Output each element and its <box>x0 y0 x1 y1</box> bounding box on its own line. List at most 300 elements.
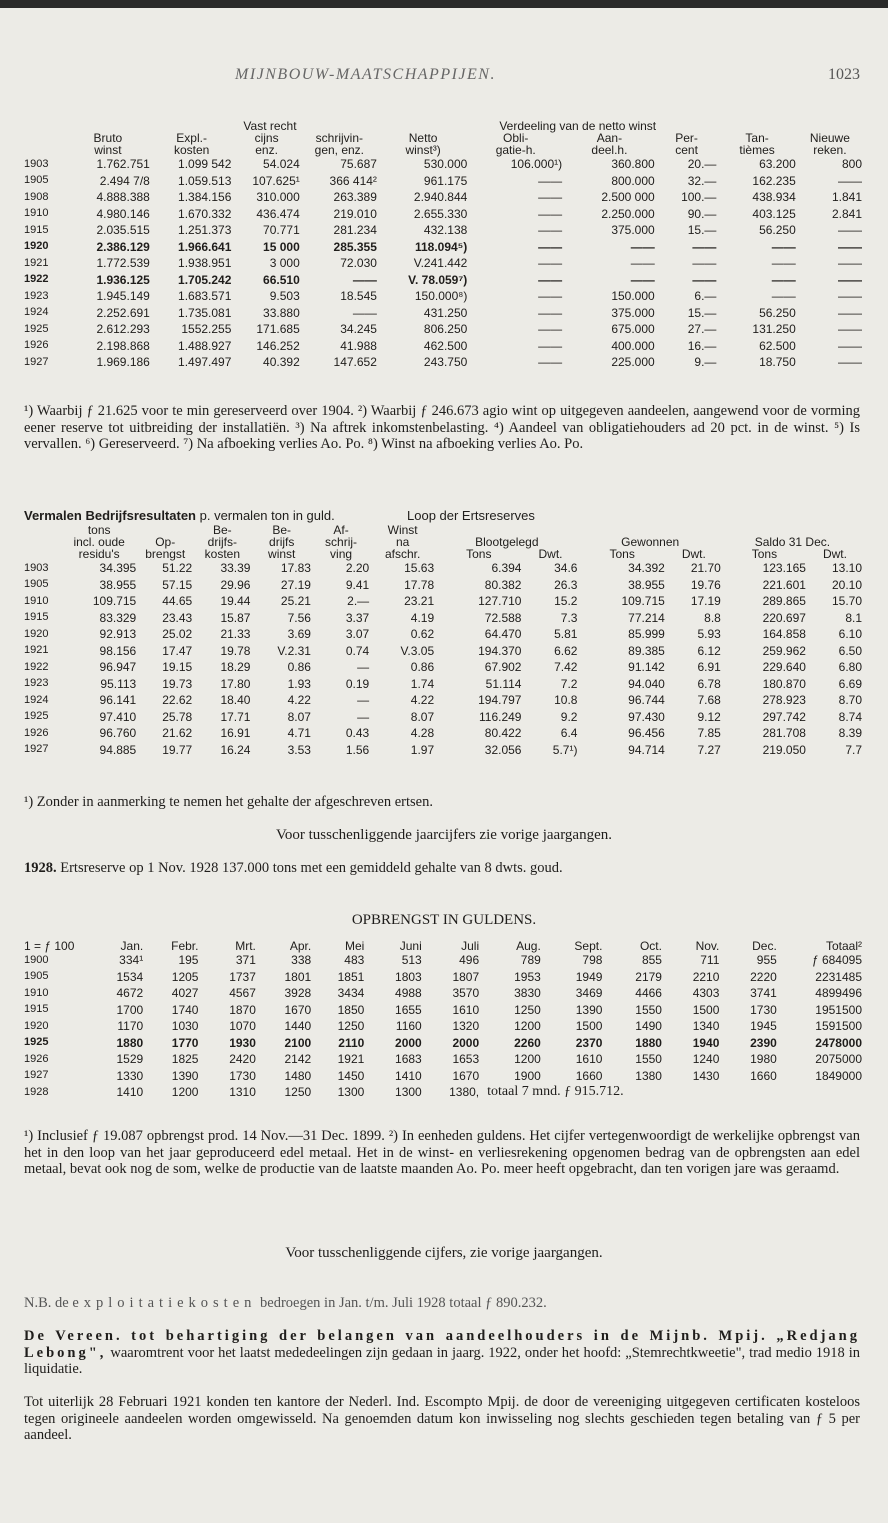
table-cell: V.3.05 <box>400 643 435 658</box>
year-cell: 1915 <box>24 611 49 624</box>
table-cell: 1.670.332 <box>178 206 232 221</box>
column-header: drijfs- <box>207 535 238 549</box>
table-header-row <box>24 120 864 132</box>
table-cell: 263.389 <box>333 190 377 205</box>
table-row <box>24 969 864 986</box>
table-cell: 109.715 <box>621 594 665 609</box>
column-header: Blootgelegd <box>475 535 539 549</box>
table-cell: 162.235 <box>752 173 796 188</box>
table-cell: 2000 <box>452 1035 480 1050</box>
table-row <box>24 610 864 627</box>
table-cell: 5.81 <box>554 627 578 642</box>
table-cell: 10.8 <box>554 693 578 708</box>
year-cell: 1920 <box>24 1019 49 1032</box>
page-number: 1023 <box>828 66 860 83</box>
table-cell: 20.10 <box>831 577 862 592</box>
table-cell: 281.708 <box>762 726 806 741</box>
table-cell: 4.22 <box>287 693 311 708</box>
table-cell: 96.760 <box>99 726 137 741</box>
table-cell: 2179 <box>635 969 662 984</box>
table-cell: 25.78 <box>162 709 193 724</box>
table-cell: 8.39 <box>838 726 862 741</box>
table-cell: 83.329 <box>99 610 137 625</box>
table-cell: 1550 <box>635 1052 662 1067</box>
table-cell: 1.966.641 <box>178 239 232 254</box>
table-cell: 2.500 000 <box>601 190 655 205</box>
table-cell: 711 <box>700 953 720 968</box>
column-header: deel.h. <box>591 143 628 157</box>
table-cell: 1880 <box>635 1035 662 1050</box>
column-header: schrijvin- <box>315 131 363 145</box>
table-cell: 1.936.125 <box>96 272 150 287</box>
table-cell: 400.000 <box>611 338 655 353</box>
table-cell: 4.980.146 <box>96 206 150 221</box>
table-cell: 123.165 <box>762 561 806 576</box>
table-cell: 100.— <box>681 190 717 205</box>
year-cell: 1926 <box>24 1052 49 1065</box>
table-cell: 3469 <box>575 986 603 1001</box>
table-cell: 3.07 <box>345 627 370 642</box>
table-cell: 146.252 <box>256 338 300 353</box>
column-header: Febr. <box>171 939 199 953</box>
table-cell: —— <box>692 256 717 271</box>
table-cell: 15.— <box>687 305 717 320</box>
table-cell: 2142 <box>284 1052 312 1067</box>
year-cell: 1908 <box>24 190 49 203</box>
table-row <box>24 643 864 660</box>
table-cell: 1683 <box>395 1052 422 1067</box>
table-cell: 0.62 <box>410 627 435 642</box>
table-cell: 4672 <box>116 986 144 1001</box>
table-cell: 1170 <box>117 1019 144 1034</box>
column-header: Per- <box>675 131 698 145</box>
year-cell: 1921 <box>24 256 49 269</box>
table-cell: 375.000 <box>611 223 655 238</box>
table-cell: 334¹ <box>119 953 144 968</box>
table-cell: 1480 <box>284 1068 312 1083</box>
table-cell: 1410 <box>116 1085 144 1100</box>
table-row <box>24 676 864 693</box>
table-cell: 9.41 <box>345 577 370 592</box>
column-header: Tan- <box>745 131 769 145</box>
table-cell: 3.53 <box>287 742 311 757</box>
table-cell: 1300 <box>395 1085 422 1100</box>
year-cell: 1920 <box>24 240 49 253</box>
table-cell: 530.000 <box>423 157 468 172</box>
table-cell: 9.2 <box>560 709 578 724</box>
table-cell: 131.250 <box>752 322 796 337</box>
table-row <box>24 593 864 610</box>
table-cell: 3741 <box>750 986 777 1001</box>
table-cell: 1.059.513 <box>178 173 232 188</box>
table-cell: 243.750 <box>423 355 468 370</box>
page-header <box>0 66 888 88</box>
table-cell: 1.488.927 <box>178 338 232 353</box>
table-cell: 118.094⁵) <box>414 239 468 254</box>
table-cell: 4.22 <box>410 693 435 708</box>
table-cell: 127.710 <box>478 594 522 609</box>
table-cell: 1953 <box>514 969 541 984</box>
table-cell: 25.21 <box>280 594 311 609</box>
table-cell: 70.771 <box>263 223 300 238</box>
table-cell: 1534 <box>116 969 144 984</box>
table-row <box>24 626 864 643</box>
table-cell: 6.50 <box>838 643 862 658</box>
table-cell: 4.19 <box>410 610 435 625</box>
table-row <box>24 288 864 305</box>
table-cell: 16.24 <box>220 742 251 757</box>
table-cell: 19.73 <box>162 676 193 691</box>
table-cell: 6.69 <box>838 676 862 691</box>
table-cell: 436.474 <box>256 206 300 221</box>
column-header: residu's <box>78 547 120 561</box>
note-previous-years: Voor tusschenliggende jaarcijfers zie vorige jaargangen. <box>276 827 612 843</box>
table-cell: 19.77 <box>162 742 193 757</box>
column-header-group: Verdeeling van de netto winst <box>499 119 657 133</box>
table-cell: 27.19 <box>280 577 311 592</box>
table-cell: —— <box>538 190 563 205</box>
table-cell: 54.024 <box>263 157 300 172</box>
table-cell: 19.44 <box>220 594 251 609</box>
table-cell: 22.62 <box>162 693 193 708</box>
column-header: tièmes <box>739 143 775 157</box>
table-cell: 51.22 <box>162 561 193 576</box>
table-cell: —— <box>838 173 862 188</box>
table-cell: 15.2 <box>554 594 578 609</box>
table-cell: 72.588 <box>484 610 522 625</box>
table-cell: 3830 <box>514 986 541 1001</box>
table-row <box>24 321 864 338</box>
table-cell: 18.29 <box>220 660 251 675</box>
table-cell: 77.214 <box>628 610 665 625</box>
table-row <box>24 709 864 726</box>
table-cell: 44.65 <box>162 594 193 609</box>
table-cell: ƒ 684095 <box>811 953 862 968</box>
year-cell: 1910 <box>24 986 49 999</box>
table-cell: 4.28 <box>410 726 435 741</box>
table-cell: 371 <box>235 953 256 968</box>
year-cell: 1905 <box>24 970 49 983</box>
table-cell: 1730 <box>229 1068 256 1083</box>
table-cell: 2.841 <box>831 206 862 221</box>
column-header: Sept. <box>574 939 603 953</box>
column-header: Apr. <box>289 939 312 953</box>
table-cell: 0.86 <box>410 660 435 675</box>
year-cell: 1910 <box>24 207 49 220</box>
table-row <box>24 1051 864 1068</box>
table-cell: 95.113 <box>100 676 137 691</box>
table-cell: 798 <box>582 953 603 968</box>
column-header: Af- <box>333 523 349 537</box>
year-cell: 1923 <box>24 289 49 302</box>
year-cell: 1915 <box>24 1003 49 1016</box>
column-header: Be- <box>272 523 292 537</box>
year-cell: 1927 <box>24 743 49 756</box>
table-header-row <box>24 940 864 952</box>
table-cell: 94.714 <box>628 742 665 757</box>
table-cell: 64.470 <box>484 627 522 642</box>
column-header: Dec. <box>752 939 777 953</box>
table-cell: 15.70 <box>831 594 862 609</box>
table-row <box>24 239 864 256</box>
table-cell: 855 <box>641 953 662 968</box>
table-cell: 310.000 <box>256 190 300 205</box>
table-cell: 1380, <box>449 1085 480 1100</box>
column-header: Tons <box>751 547 778 561</box>
table-cell: 2.20 <box>345 561 370 576</box>
table-cell: 1.705.242 <box>178 272 232 287</box>
table-cell: —— <box>630 256 655 271</box>
table-cell: 2390 <box>750 1035 777 1050</box>
table-row <box>24 1002 864 1019</box>
column-header: Saldo 31 Dec. <box>754 535 831 549</box>
column-header: na <box>395 535 410 549</box>
table-header-row <box>24 132 864 144</box>
table-cell: 7.42 <box>554 660 578 675</box>
table-cell: 17.71 <box>220 709 251 724</box>
table-cell: 34.395 <box>99 561 137 576</box>
table-cell: 20.— <box>687 157 717 172</box>
table-cell: 5.93 <box>697 627 721 642</box>
table-cell: —— <box>630 272 655 287</box>
column-header: enz. <box>255 143 278 157</box>
table-cell: 1.735.081 <box>178 305 232 320</box>
table-cell: 2370 <box>575 1035 603 1050</box>
column-header: brengst <box>145 547 186 561</box>
table-cell: 194.797 <box>478 693 522 708</box>
table-cell: 6.91 <box>697 660 721 675</box>
table-cell: —— <box>352 272 377 287</box>
table-cell: 1880 <box>116 1035 144 1050</box>
table-cell: 800 <box>841 157 862 172</box>
table-cell: 1591500 <box>815 1019 862 1034</box>
table-cell: —— <box>838 272 862 287</box>
table-cell: 2.386.129 <box>96 239 150 254</box>
table-cell: 229.640 <box>762 660 806 675</box>
table-header-row <box>24 524 864 536</box>
table-row <box>24 560 864 577</box>
table-cell: 17.47 <box>162 643 193 658</box>
table-cell: 147.652 <box>333 355 377 370</box>
table-cell: 3.37 <box>345 610 370 625</box>
table-cell: 278.923 <box>762 693 806 708</box>
table-cell: 4.888.388 <box>96 190 150 205</box>
table-cell: 2210 <box>692 969 720 984</box>
table-cell: 375.000 <box>611 305 655 320</box>
column-header: Op- <box>155 535 176 549</box>
table-cell: 56.250 <box>759 223 796 238</box>
revenue-table <box>24 940 864 1101</box>
column-header: Mei <box>344 939 365 953</box>
year-cell: 1920 <box>24 627 49 640</box>
table-cell: 34.245 <box>340 322 377 337</box>
table-cell: 1930 <box>229 1035 256 1050</box>
table-cell: 34.6 <box>554 561 578 576</box>
table-cell: 33.39 <box>220 561 251 576</box>
table-row <box>24 206 864 223</box>
table-cell: 1.56 <box>345 742 370 757</box>
table-cell: 7.2 <box>560 676 578 691</box>
table-cell: 1.251.373 <box>178 223 232 238</box>
table-row <box>24 985 864 1002</box>
table-cell: 297.742 <box>762 709 806 724</box>
table-cell: 18.545 <box>340 289 377 304</box>
table-cell: 66.510 <box>263 272 300 287</box>
table-cell: 6.62 <box>554 643 578 658</box>
table-cell: 1320 <box>452 1019 480 1034</box>
table-cell: 96.141 <box>99 693 137 708</box>
table-cell: 1430 <box>692 1068 720 1083</box>
table-cell: 2420 <box>229 1052 256 1067</box>
table-cell: —— <box>838 355 862 370</box>
table-cell: 1670 <box>452 1068 480 1083</box>
column-header: Dwt. <box>822 547 847 561</box>
table-cell: 1310 <box>229 1085 256 1100</box>
table-cell: 3928 <box>284 986 312 1001</box>
table-cell: 1.93 <box>287 676 311 691</box>
table-cell: 18.750 <box>759 355 796 370</box>
profit-distribution-table <box>24 120 864 371</box>
table-row <box>24 692 864 709</box>
table-cell: 7.7 <box>845 742 862 757</box>
table-cell: 3570 <box>452 986 480 1001</box>
table-cell: —— <box>538 305 563 320</box>
table-cell: 438.934 <box>752 190 796 205</box>
table-cell: 1740 <box>171 1002 199 1017</box>
table-cell: 1.762.751 <box>96 157 150 172</box>
column-header: Winst <box>387 523 418 537</box>
table-cell: 1200 <box>171 1085 199 1100</box>
year-cell: 1903 <box>24 157 49 170</box>
column-header: Aug. <box>516 939 541 953</box>
table-cell: 1945 <box>750 1019 777 1034</box>
table-cell: 1849000 <box>815 1068 862 1083</box>
table-cell: 9.— <box>694 355 717 370</box>
table-cell: 6.4 <box>560 726 578 741</box>
running-title: MIJNBOUW-MAATSCHAPPIJEN. <box>235 66 496 83</box>
table-cell: 72.030 <box>340 256 377 271</box>
table-cell: 2.940.844 <box>413 190 468 205</box>
table-cell: 7.56 <box>287 610 311 625</box>
table-cell: 32.— <box>687 173 717 188</box>
table-cell: 91.142 <box>628 660 665 675</box>
table-cell: V.2.31 <box>277 643 311 658</box>
table-cell: 1380 <box>635 1068 662 1083</box>
profit-table <box>24 120 864 371</box>
year-cell: 1925 <box>24 710 49 723</box>
table-cell: 1610 <box>452 1002 480 1017</box>
table-cell: 4303 <box>692 986 720 1001</box>
table-cell: 0.74 <box>345 643 370 658</box>
table-cell: 15.— <box>687 223 717 238</box>
table-cell: 21.33 <box>220 627 251 642</box>
table-cell: 1940 <box>692 1035 720 1050</box>
table-cell: 15 000 <box>263 239 300 254</box>
table-cell: 1205 <box>171 969 199 984</box>
table-cell: —— <box>538 322 563 337</box>
table-cell: 675.000 <box>611 322 655 337</box>
column-header: Be- <box>213 523 232 537</box>
table-cell: 496 <box>459 953 480 968</box>
table-cell: 13.10 <box>831 561 862 576</box>
table-cell: 1737 <box>229 969 256 984</box>
table-cell: 219.010 <box>333 206 377 221</box>
year-cell: 1900 <box>24 953 49 966</box>
table-cell: — <box>357 693 370 708</box>
table-cell: 1825 <box>171 1052 199 1067</box>
table-cell: 32.056 <box>484 742 522 757</box>
table-cell: 33.880 <box>263 305 300 320</box>
table-cell: 3434 <box>337 986 365 1001</box>
table-cell: 194.370 <box>478 643 522 658</box>
table-cell: —— <box>538 223 563 238</box>
table-row <box>24 725 864 742</box>
table-cell: 2075000 <box>815 1052 862 1067</box>
table-cell: 89.385 <box>628 643 665 658</box>
table-cell: 6.394 <box>491 561 522 576</box>
table-cell: 1949 <box>575 969 603 984</box>
table-cell: 1552.255 <box>181 322 232 337</box>
year-cell: 1905 <box>24 174 49 187</box>
column-header: Tons <box>609 547 635 561</box>
table-cell: 96.456 <box>628 726 665 741</box>
table-cell: 1160 <box>395 1019 422 1034</box>
table-cell: 195 <box>178 953 199 968</box>
table-row <box>24 354 864 371</box>
table-cell: V. 78.059⁷) <box>408 272 468 287</box>
table-row <box>24 189 864 206</box>
table-cell: 106.000¹) <box>510 157 563 172</box>
table-cell: 1490 <box>635 1019 662 1034</box>
table-cell: 1803 <box>395 969 422 984</box>
column-header: reken. <box>813 143 847 157</box>
monthly-revenue-table <box>24 940 864 1101</box>
table-cell: 281.234 <box>333 223 377 238</box>
table-row <box>24 952 864 969</box>
table-cell: —— <box>538 338 563 353</box>
table-cell: 1.841 <box>831 190 862 205</box>
table-cell: 3 000 <box>269 256 300 271</box>
column-header: Vast recht <box>243 119 297 133</box>
table-header-row <box>24 548 864 560</box>
table-row <box>24 577 864 594</box>
table-cell: 8.74 <box>838 709 862 724</box>
table-cell: 6.80 <box>838 660 862 675</box>
table-cell: 2000 <box>395 1035 422 1050</box>
table-cell: 8.1 <box>845 610 862 625</box>
table-cell: —— <box>538 289 563 304</box>
table-cell: 40.392 <box>263 355 300 370</box>
table-cell: —— <box>771 239 796 254</box>
table-cell: —— <box>692 272 717 287</box>
year-cell: 1905 <box>24 578 49 591</box>
year-cell: 1926 <box>24 339 49 352</box>
table-cell: 6.12 <box>697 643 721 658</box>
table-cell: 806.250 <box>423 322 468 337</box>
table-cell: 8.8 <box>704 610 721 625</box>
table-cell: —— <box>538 256 563 271</box>
table-cell: 2.252.691 <box>96 305 150 320</box>
table-cell: 1.099 542 <box>178 157 232 172</box>
association-paragraph: De Vereen. tot behartiging der belangen van aandeelhouders in de Mijnb. Mpij. „Redjang Lebong", waaromtrent voor het laatst mededeelingen zijn gedaan in jaarg. 1922, onder het hoofd: „Stemrechtkweetie", trad medio 1918 in liquidatie. <box>24 1328 860 1377</box>
table-cell: 2220 <box>750 969 777 984</box>
table-cell: 221.601 <box>762 577 806 592</box>
milling-results-table <box>24 508 864 758</box>
table-cell: 2.655.330 <box>413 206 468 221</box>
table-cell: 1660 <box>575 1068 603 1083</box>
table-cell: 1410 <box>395 1068 422 1083</box>
column-header: kosten <box>173 143 210 157</box>
